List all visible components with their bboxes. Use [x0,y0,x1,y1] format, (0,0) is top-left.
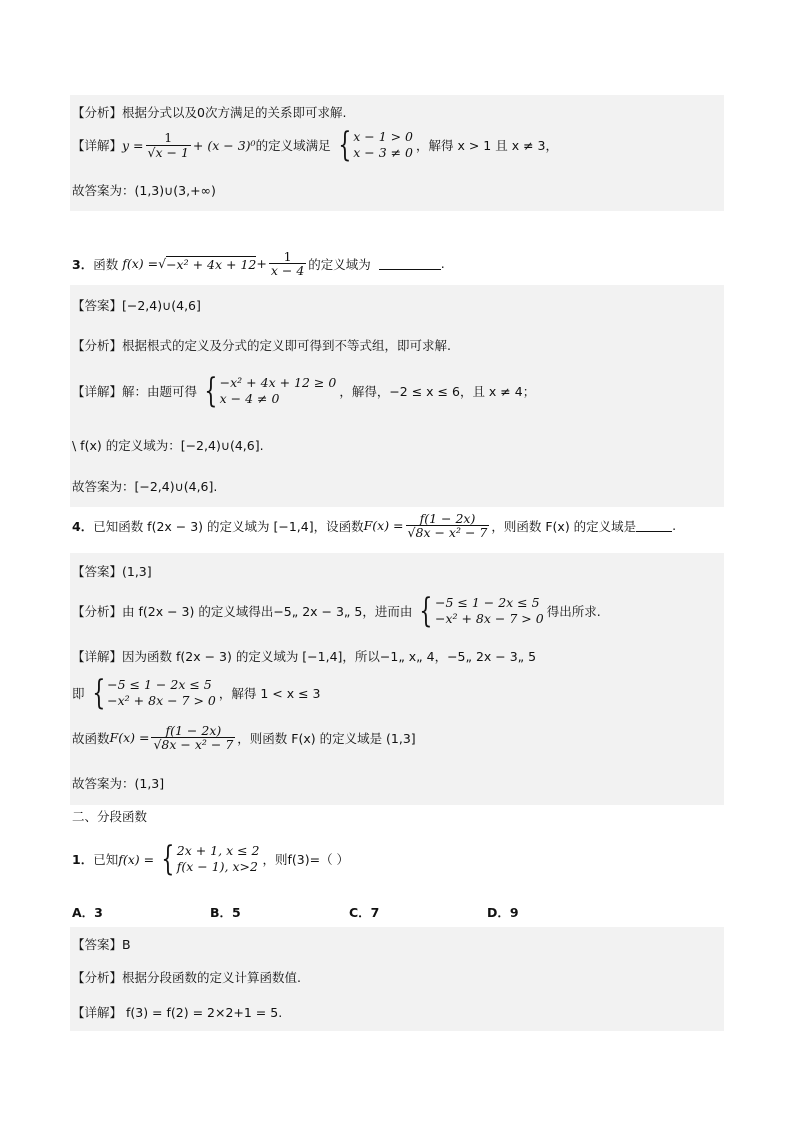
question-piecewise-stem: 1． 已知 f(x) = { 2x + 1, x ≤ 2 f(x − 1), x>2 ，则f(3)=（ ） [72,839,350,879]
inequality-system: { −x² + 4x + 12 ≥ 0 x − 4 ≠ 0 [204,371,337,411]
fraction: $\frac{1}{√x - 1}$ [147,130,189,160]
fraction: $\frac{f(1 - 2x)}{\text{√8x − x² − 7}}$ [153,723,234,753]
inequality-system: { −5 ≤ 1 − 2x ≤ 5 −x² + 8x − 7 > 0 [419,591,544,631]
answer-blank [636,519,672,532]
section-title: 二、分段函数 [72,809,148,824]
analysis-1: 【分析】根据分式以及0次方满足的关系即可求解. [72,105,347,120]
detail-piecewise: 【详解】 f(3) = f(2) = 2×2+1 = 5. [72,1005,283,1020]
sqrt-icon: √ [158,256,167,272]
brace-icon: { [337,125,351,165]
brace-icon: { [91,673,105,713]
fraction: $\frac{f(1 - 2x)}{\text{√8x − x² − 7}}$ [407,511,488,541]
option-c[interactable]: C．7 [349,905,380,920]
question-3-stem: 3． 函数 f(x) = √ −x² + 4x + 12 + $\frac{1}{x - 4}$ 的定义域为 . [72,249,445,279]
analysis-4: 【分析】由 f(2x − 3) 的定义域得出−5„ 2x − 3„ 5，进而由 { −5 ≤ 1 − 2x ≤ 5 −x² + 8x − 7 > 0 得出所求. [72,591,601,631]
inequality-system: { −5 ≤ 1 − 2x ≤ 5 −x² + 8x − 7 > 0 [91,673,216,713]
detail-3: 【详解】解：由题可得 { −x² + 4x + 12 ≥ 0 x − 4 ≠ 0 ，解得，−2 ≤ x ≤ 6，且 x ≠ 4； [72,371,536,411]
question-4-stem: 4． 已知函数 f(2x − 3) 的定义域为 [−1,4]，设函数 F(x) = $\frac{f(1 - 2x)}{\text{√8x − x² − 7}}$ ，则函数 F(x) 的定义域是 . [72,511,677,541]
detail-4-system: 即 { −5 ≤ 1 − 2x ≤ 5 −x² + 8x − 7 > 0 ，解得 1 < x ≤ 3 [72,673,321,713]
analysis-3: 【分析】根据根式的定义及分式的定义即可得到不等式组，即可求解. [72,338,451,353]
option-b[interactable]: B．5 [210,905,241,920]
answer-4: 【答案】(1,3] [72,564,152,579]
final-answer-1: 故答案为：(1,3)∪(3,+∞) [72,183,216,198]
brace-icon: { [419,591,433,631]
analysis-piecewise: 【分析】根据分段函数的定义计算函数值. [72,970,301,985]
detail-1: 【详解】 y = $\frac{1}{√x - 1}$ + (x − 3)⁰ 的定义域满足 { x − 1 > 0 x − 3 ≠ 0 ，解得 x > 1 且 x ≠ 3， [72,125,558,165]
option-d[interactable]: D．9 [487,905,519,920]
brace-icon: { [204,371,218,411]
fraction: $\frac{1}{x - 4}$ [270,249,305,279]
final-answer-3: 故答案为：[−2,4)∪(4,6]. [72,479,218,494]
final-answer-4: 故答案为：(1,3] [72,776,165,791]
domain-line-3: \ f(x) 的定义域为：[−2,4)∪(4,6]. [72,438,264,453]
detail-4-F: 故函数 F(x) = $\frac{f(1 - 2x)}{\text{√8x − x² − 7}}$ ，则函数 F(x) 的定义域是 (1,3] [72,723,416,753]
answer-piecewise: 【答案】B [72,937,131,952]
option-a[interactable]: A．3 [72,905,103,920]
inequality-system: { x − 1 > 0 x − 3 ≠ 0 [337,125,414,165]
answer-blank [379,257,441,270]
piecewise-cases: { 2x + 1, x ≤ 2 f(x − 1), x>2 [161,839,260,879]
brace-icon: { [161,839,175,879]
answer-3: 【答案】[−2,4)∪(4,6] [72,298,201,313]
detail-4: 【详解】因为函数 f(2x − 3) 的定义域为 [−1,4]，所以−1„ x„ 4，−5„ 2x − 3„ 5 [72,649,537,664]
